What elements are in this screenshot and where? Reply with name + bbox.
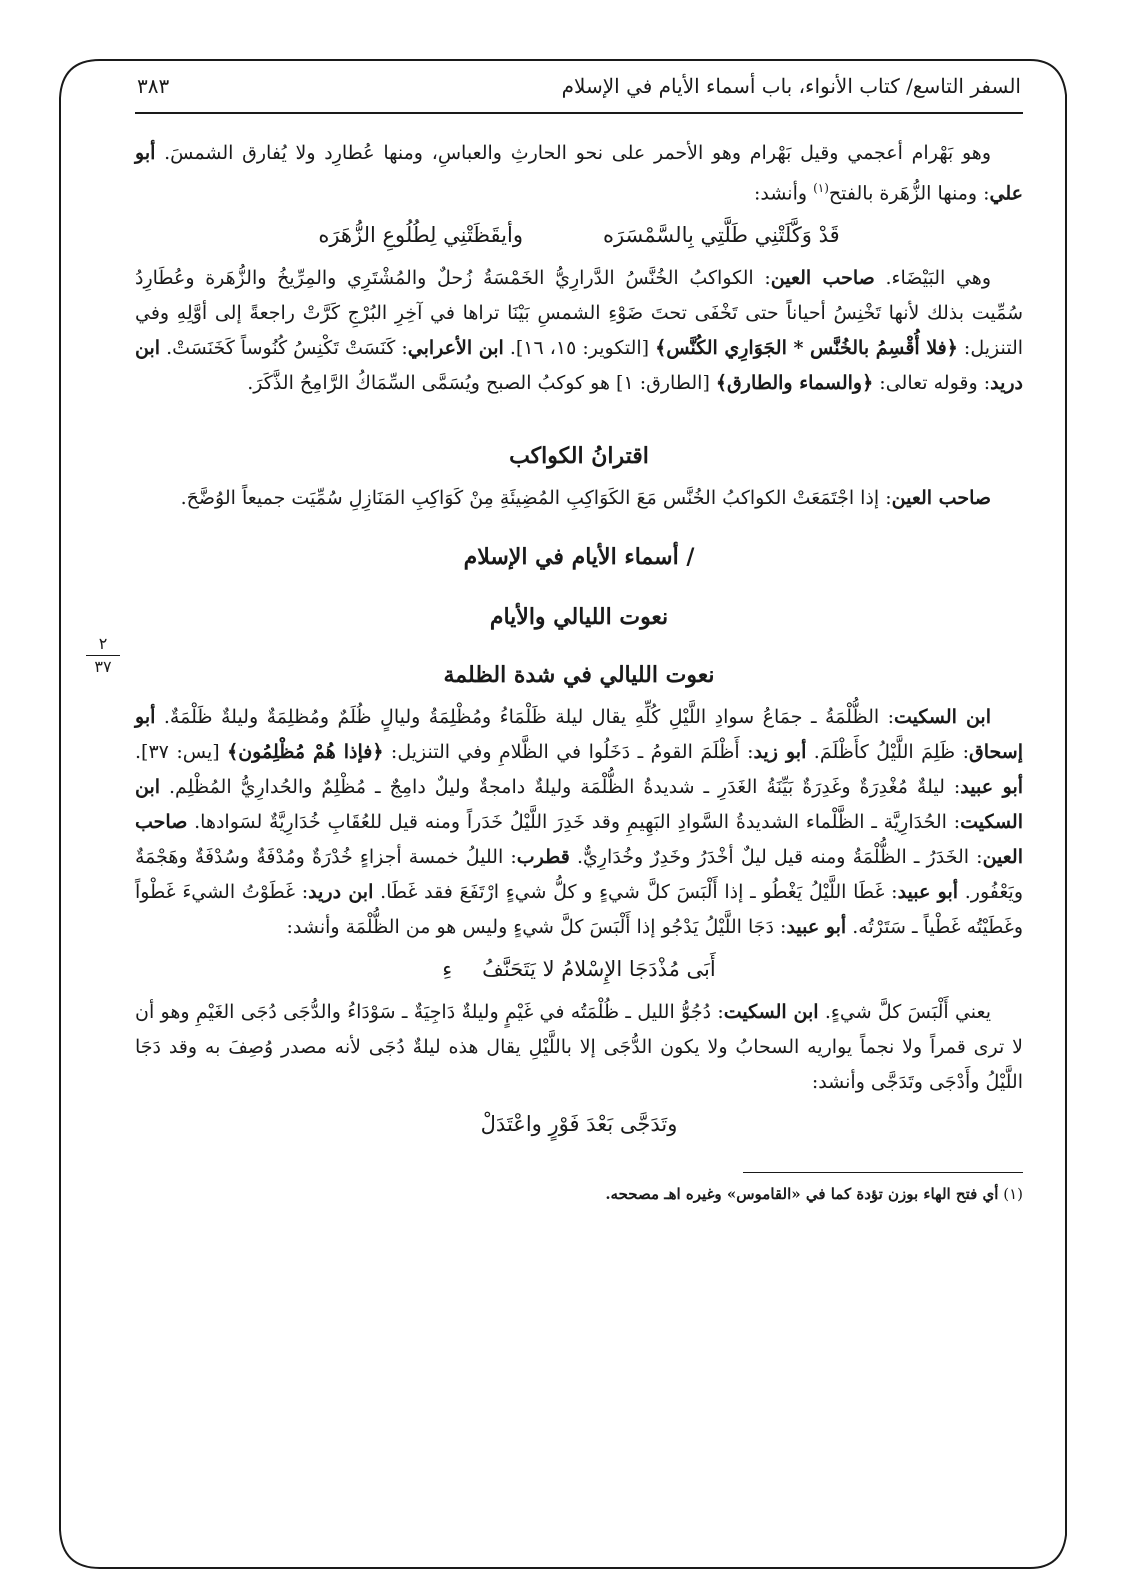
citation-label: أبو زيد bbox=[753, 741, 807, 764]
citation-label: صاحب العين bbox=[135, 811, 1023, 869]
citation-label: ابن السكيت bbox=[723, 1001, 819, 1024]
paragraph-2 bbox=[135, 261, 1023, 401]
margin-volume-number: ٢ bbox=[98, 634, 108, 653]
running-header bbox=[135, 60, 1023, 114]
text-run: وأنشد: bbox=[753, 182, 814, 205]
citation-label: ابن السكيت bbox=[135, 776, 1023, 834]
citation-label: ابن الأعرابي bbox=[407, 337, 504, 360]
text-run: : وقوله تعالى: bbox=[873, 372, 991, 395]
footnote-number: (١) bbox=[1003, 1185, 1023, 1204]
quran-quote: ﴿فلا أُقْسِمُ بالخُنَّس * الجَوَارِي الكُنَّس﴾ bbox=[655, 337, 958, 360]
text-run: : إذا اجْتَمَعَتْ الكواكبُ الخُنَّس مَعَ الكَوَاكِبِ المُضِيئَةِ مِنْ كَوَاكِبِ المَنَازِلِ سُمِّيَت جميعاً الوُضَّحَ. bbox=[180, 487, 892, 510]
verse-3 bbox=[135, 1104, 1023, 1144]
header-page-number: ٣٨٣ bbox=[137, 74, 170, 98]
text-run: : الليلُ خمسة أجزاءٍ خُدْرَةٌ ومُدْفَةٌ وسُدْفَةٌ وهَجْمَةٌ ويَعْفُور. bbox=[135, 846, 1023, 904]
quran-quote: ﴿والسماء والطارق﴾ bbox=[715, 372, 874, 395]
citation-label: أبو عبيد bbox=[786, 916, 847, 939]
citation-label: أبو عبيد bbox=[960, 776, 1024, 799]
heading-conjunction: اقترانُ الكواكب bbox=[509, 443, 649, 470]
verse-1 bbox=[135, 215, 1023, 255]
text-run: [يس: ٣٧]. bbox=[135, 741, 228, 764]
quran-quote: ﴿فإذا هُمْ مُظْلِمُون﴾ bbox=[227, 741, 384, 764]
text-run: : دُجُوُّ الليل ـ ظُلْمَتُه في غَيْمٍ وليلةٌ دَاجِيَةٌ ـ سَوْدَاءُ والدُّجَى دُجَى الغَيْمِ وهو أن لا ترى قمراً ولا نجماً يواريه السحابُ ولا يكون الدُّجَى إلا باللَّيْلِ يقال هذه ليلةٌ دُجَى لأنه مصدر وُصِفَ به وقد دَجَا اللَّيْلُ وأَدْجَى وتَدَجَّى وأنشد: bbox=[135, 1001, 1023, 1094]
paragraph-4 bbox=[135, 700, 1023, 945]
text-run: وهو بَهْرام أعجمي وقيل بَهْرام وهو الأحمر على نحو الحارثِ والعباسِ، ومنها عُطارِد ولا يُفارق الشمسَ. bbox=[155, 142, 991, 164]
text-run: : الحُدَارِيَّة ـ الظَّلْماء الشديدةُ السَّوادِ البَهِيمِ وقد خَدِرَ اللَّيْلُ خَدَراً ومنه قيل للعُقَابِ خُدَارِيَّةٌ لسَوادها. bbox=[187, 811, 961, 834]
text-run: : ظَلِمَ اللَّيْلُ كأَظْلَمَ. bbox=[806, 741, 970, 764]
text-run: : الظُّلْمَةُ ـ جمَاعُ سوادِ اللَّيْلِ كُلِّهِ يقال ليلة ظَلْمَاءُ ومُظْلِمَةُ وليالٍ ظُلَمٌ ومُظلِمَةٌ وليلةٌ ظَلْمَةٌ. bbox=[155, 706, 895, 729]
citation-label: صاحب العين bbox=[770, 267, 875, 290]
text-run: [الطارق: ١] هو كوكبُ الصبح ويُسَمَّى السِّمَاكُ الرَّامِحُ الذَّكَرَ. bbox=[247, 372, 716, 395]
citation-label: قطرب bbox=[516, 846, 570, 869]
text-run: : ليلةٌ مُغْدِرَةٌ وغَدِرَةٌ بَيِّنَةُ الغَدَرِ ـ شديدةُ الظُّلْمَة وليلةٌ دامجةٌ وليلٌ دامِجٌ ـ مُظْلِمٌ والحُدارِيُّ المُظْلِم. bbox=[160, 776, 961, 799]
verse-3-text: وتَدَجَّى بَعْدَ فَوْرٍ واعْتَدَلْ bbox=[480, 1112, 678, 1137]
margin-page-reference bbox=[86, 635, 120, 676]
verse-2-text: أَبَى مُذْدَجَا الإِسْلامُ لا يَتَحَنَّفُ bbox=[482, 957, 716, 982]
verse-1-hemistich-left: وأيقَظَتْنِي لِطُلُوعِ الزُّهَرَه bbox=[318, 223, 523, 248]
paragraph-5 bbox=[135, 995, 1023, 1100]
footnote-marker: (١) bbox=[813, 181, 829, 195]
verse-2-mark: ءِ bbox=[442, 957, 453, 982]
citation-label: أبو علي bbox=[135, 142, 1023, 205]
verse-1-hemistich-right: قَدْ وَكَّلَتْنِي طَلَّتِي بِالسَّمْسَرَه bbox=[602, 223, 840, 248]
citation-label: أبو عبيد bbox=[897, 881, 959, 904]
heading-days-names: / أسماء الأيام في الإسلام bbox=[463, 544, 695, 571]
footnote-text: أي فتح الهاء بوزن تؤدة كما في «القاموس» وغيره اهـ مصححه. bbox=[605, 1185, 999, 1204]
paragraph-1 bbox=[135, 136, 1023, 211]
text-run: : غَطَوْتُ الشيءَ غَطْواً وغَطَيْتُه غَطْياً ـ سَتَرْتُه. bbox=[135, 881, 1023, 939]
footnote-divider bbox=[743, 1172, 1023, 1173]
margin-page-number: ٣٧ bbox=[94, 657, 112, 676]
text-run: وهي البَيْضَاء. bbox=[874, 267, 991, 290]
text-run: [التكوير: ١٥، ١٦]. bbox=[503, 337, 656, 360]
text-run: : الخَدَرُ ـ الظُّلْمَةُ ومنه قيل ليلٌ أخْدَرُ وخَدِرٌ وخُدَارِيٌّ. bbox=[569, 846, 983, 869]
text-run: : كَنَسَتْ تَكْنِسُ كُنُوساً كَخَنَسَتْ. bbox=[160, 337, 408, 360]
text-run: يعني أَلْبَسَ كلَّ شيءٍ. bbox=[818, 1001, 991, 1024]
citation-label: صاحب العين bbox=[891, 487, 991, 510]
verse-2 bbox=[135, 949, 1023, 989]
header-title: السفر التاسع/ كتاب الأنواء، باب أسماء الأيام في الإسلام bbox=[561, 74, 1021, 98]
text-run: : ومنها الزُّهَرة بالفتح bbox=[828, 182, 990, 205]
citation-label: ابن دريد bbox=[135, 337, 1023, 395]
heading-nights-days: نعوت الليالي والأيام bbox=[489, 604, 669, 631]
page-body bbox=[135, 60, 1023, 1207]
text-run: : غَطَا اللَّيْلُ يَغْطُو ـ إذا أَلْبَسَ كلَّ شيءٍ و كلُّ شيءٍ ارْتَفَعَ فقد غَطَا. bbox=[373, 881, 898, 904]
text-run: : الكواكبُ الخُنَّسُ الدَّرارِيُّ الخَمْسَةُ زُحلٌ والمُشْتَرِي والمِرِّيخُ والزُّهَرة وعُطَارِدُ سُمِّيت بذلك لأنها تَخْنِسُ أحياناً حتى تَخْفَى تحتَ ضَوْءِ الشمسِ بَيْنَا تراها في آخِرِ البُرْجِ كَرَّتْ راجعةً إلى أوَّلِهِ وفي التنزيل: bbox=[135, 267, 1024, 360]
text-run: : أَظْلَمَ القومُ ـ دَخَلُوا في الظَّلامِ وفي التنزيل: bbox=[383, 741, 754, 764]
margin-rule bbox=[86, 655, 120, 656]
text-run: : دَجَا اللَّيْلُ يَدْجُو إذا أَلْبَسَ كلَّ شيءٍ وليس هو من الظُّلْمَة وأنشد: bbox=[286, 916, 787, 939]
citation-label: ابن السكيت bbox=[894, 706, 991, 729]
heading-darkness: نعوت الليالي في شدة الظلمة bbox=[443, 662, 715, 689]
footnote bbox=[135, 1181, 1023, 1207]
citation-label: ابن دريد bbox=[308, 881, 374, 904]
paragraph-3 bbox=[135, 481, 1023, 516]
citation-label: أبو إسحاق bbox=[135, 706, 1024, 764]
